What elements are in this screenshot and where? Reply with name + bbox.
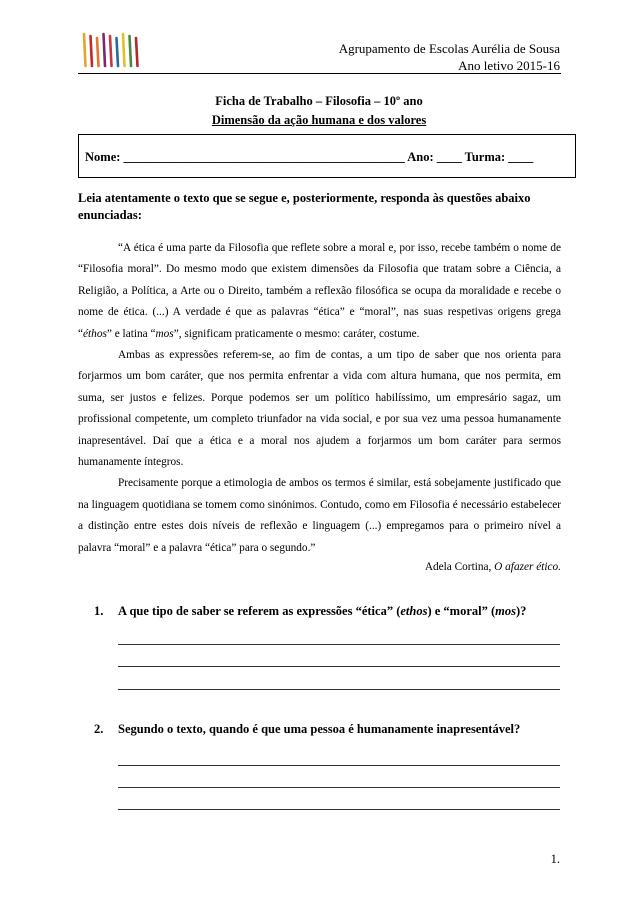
logo-stroke <box>97 38 99 66</box>
answer-line-q2-2[interactable] <box>118 787 560 788</box>
year-label: Ano: <box>407 150 434 164</box>
student-info-box <box>78 134 576 178</box>
answer-line-q1-1[interactable] <box>118 644 560 645</box>
instructions: Leia atentamente o texto que se segue e, posteriormente, responda às questões abaixo enunciadas: <box>78 191 531 222</box>
school-header <box>339 40 560 74</box>
name-label: Nome: <box>85 150 121 164</box>
logo-stroke <box>110 36 112 66</box>
reading-passage <box>78 238 561 559</box>
question-2: 2. Segundo o texto, quando é que uma pessoa é humanamente inapresentável? <box>94 722 521 736</box>
worksheet-title: Ficha de Trabalho – Filosofia – 10º ano <box>215 94 423 108</box>
logo-stroke <box>117 38 119 66</box>
passage-paragraph-2: Ambas as expressões referem-se, ao fim de contas, a um tipo de saber que nos orienta para forjarmos um bom caráter, que nos permita enfrentar a vida com altura humana, que nos permita, em suma, ser justos e felizes. Porque podemos ser um político habilíssimo, um empresário sagaz, um profissional competente, um completo triunfador na vida social, e por sua vez uma pessoa humanamente inapresentável. Daí que a ética e a moral nos ajudem a forjarmos um bom caráter para sermos humanamente íntegros. <box>78 349 561 469</box>
passage-paragraph-3: Precisamente porque a etimologia de ambos os termos é similar, está sobejamente justificado que na linguagem quotidiana se tomem como sinónimos. Contudo, como em Filosofia é necessário estabelecer a distinção entre estes dois níveis de reflexão e linguagem (...) empregamos para o primeiro nível a palavra “moral” e a palavra “ética” para o segundo.” <box>78 477 561 554</box>
header-divider <box>78 73 561 74</box>
citation: Adela Cortina, O afazer ético. <box>424 561 561 573</box>
class-field[interactable]: ____ <box>508 150 534 164</box>
answer-line-q1-3[interactable] <box>118 689 560 690</box>
logo-stroke <box>123 34 125 66</box>
answer-line-q2-3[interactable] <box>118 809 560 810</box>
logo-stroke <box>84 34 86 66</box>
class-label: Turma: <box>464 150 506 164</box>
logo-stroke <box>104 34 106 66</box>
answer-line-q1-2[interactable] <box>118 666 560 667</box>
answer-line-q2-1[interactable] <box>118 765 560 766</box>
school-name: Agrupamento de Escolas Aurélia de Sousa <box>338 41 560 56</box>
logo-stroke <box>91 36 93 66</box>
question-1: 1. A que tipo de saber se referem as expressões “ética” (ethos) e “moral” (mos)? <box>94 604 527 618</box>
name-field[interactable]: _____________________________________________ <box>123 150 405 164</box>
page-number: 1. <box>550 852 560 866</box>
school-logo <box>78 28 148 70</box>
school-year: Ano letivo 2015-16 <box>458 58 560 73</box>
passage-paragraph-1: “A ética é uma parte da Filosofia que reflete sobre a moral e, por isso, recebe também o nome de “Filosofia moral”. Do mesmo modo que existem dimensões da Filosofia que tratam sobre a Ciência, a Religião, a Política, a Arte ou o Direito, também a reflexão filosófica se ocupa da moralidade e recebe o nome de ética. (...) A verdade é que as palavras “ética” e “moral”, nas suas respetivas origens grega “éthos” e latina “mos”, significam praticamente o mesmo: caráter, costume. <box>78 242 561 340</box>
student-info-row <box>85 150 571 165</box>
logo-stroke <box>136 38 138 66</box>
logo-stroke <box>130 36 132 66</box>
worksheet-subtitle: Dimensão da ação humana e dos valores <box>211 113 427 127</box>
year-field[interactable]: ____ <box>436 150 462 164</box>
